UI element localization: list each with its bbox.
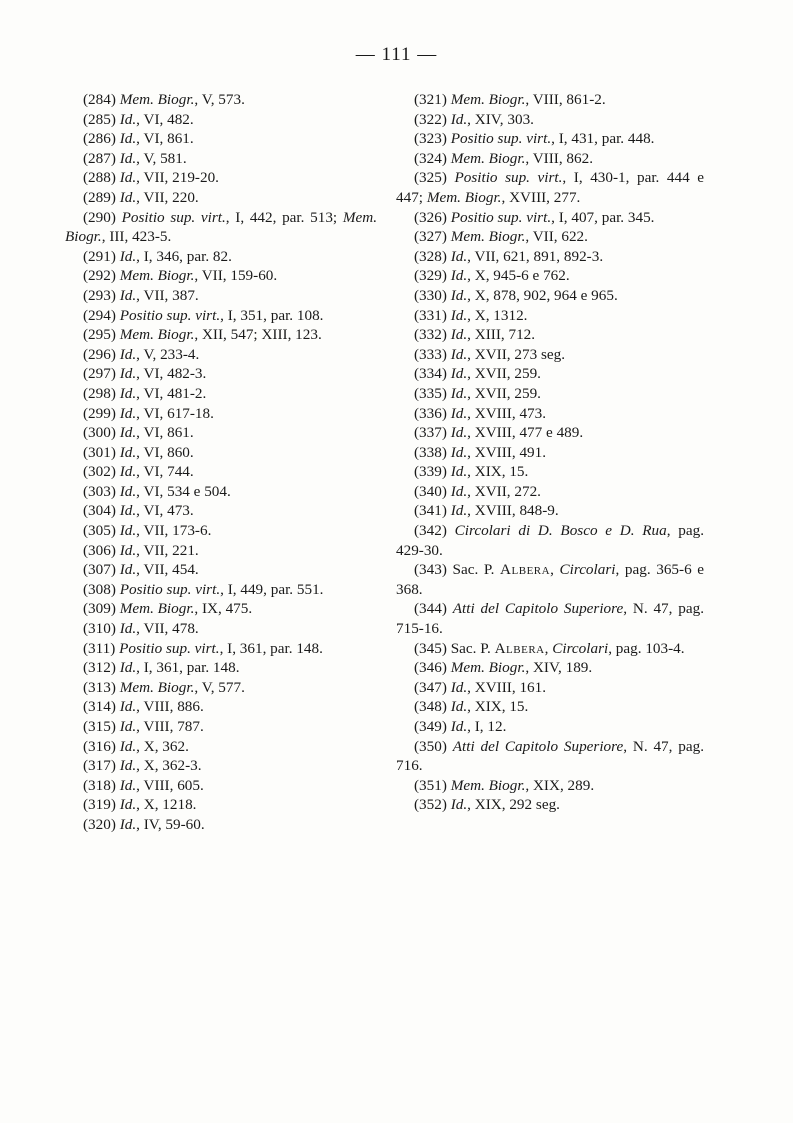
footnote-number: (296) [83,345,116,363]
footnote-number: (304) [83,502,116,520]
footnote-reference: , XVIII, 277. [501,188,581,206]
footnote [65,266,377,286]
footnote-author: Albera [500,561,551,579]
footnote [65,521,377,541]
footnote-source-title: Mem. Biogr. [119,600,195,618]
footnote-reference: Sac. P. [452,561,501,579]
footnote [65,462,377,482]
footnote-source-title: Id. [119,365,137,383]
footnote-number: (351) [414,776,447,794]
footnote-reference: , VI, 481-2. [136,384,207,402]
footnote-reference: , XIX, 15. [467,698,529,716]
footnote [65,619,377,639]
footnote-source-title: Mem. Biogr. [119,678,195,696]
footnote-reference: , I, 431, par. 448. [551,130,655,148]
footnote-source-title: Id. [119,737,137,755]
footnote [396,599,704,638]
footnote-reference: , [550,561,560,579]
footnote [65,286,377,306]
footnote-number: (301) [83,443,116,461]
footnote-reference: , V, 581. [136,149,187,167]
footnote-reference: Sac. P. [450,639,495,657]
footnote [65,482,377,502]
footnote-number: (294) [83,306,116,324]
footnote [396,697,704,717]
footnote-number: (290) [83,208,116,226]
footnote-number: (310) [83,620,116,638]
footnote-number: (332) [414,326,447,344]
footnote-number: (342) [414,522,447,540]
footnote-number: (321) [414,91,447,108]
footnote-number: (327) [414,228,447,246]
footnote-source-title: Id. [450,247,468,265]
footnote-reference: , XIX, 15. [467,463,529,481]
footnote-reference: , pag. 103-4. [608,639,685,657]
footnote-reference: , XIX, 292 seg. [467,796,560,814]
footnote-source-title: Positio sup. virt. [450,208,552,226]
footnote-source-title: Id. [119,502,137,520]
footnote-reference: , XVIII, 161. [467,678,547,696]
footnote [396,306,704,326]
footnote-source-title: Id. [119,384,137,402]
footnote [65,423,377,443]
footnote-source-title: Mem. Biogr. [119,267,195,285]
footnote-number: (303) [83,482,116,500]
footnote-number: (295) [83,326,116,344]
footnote [396,423,704,443]
footnote-source-title: Id. [450,482,468,500]
footnote-reference: , I, 430-1, par. 444 e 447; [396,169,704,206]
footnote-reference: , XIX, 289. [525,776,595,794]
footnote-source-title: Id. [119,286,137,304]
footnote [396,560,704,599]
footnote-source-title: Positio sup. virt. [121,208,226,226]
footnote-source-title: Id. [119,757,137,775]
footnote-reference: , VII, 220. [136,188,199,206]
footnote-reference: , I, 361, par. 148. [219,639,323,657]
footnote-reference: , XVIII, 848-9. [467,502,559,520]
footnote-reference: , VII, 621, 891, 892-3. [467,247,604,265]
footnote-number: (320) [83,815,116,833]
footnote [396,110,704,130]
footnote-number: (329) [414,267,447,285]
footnote-author: Albera [494,639,545,657]
footnote-number: (308) [83,580,116,598]
footnote-number: (314) [83,698,116,716]
footnote [396,266,704,286]
footnote [396,482,704,502]
footnote [396,149,704,169]
footnote-number: (317) [83,757,116,775]
footnote-number: (299) [83,404,116,422]
footnote-number: (323) [414,130,447,148]
footnote-reference: , V, 233-4. [136,345,200,363]
footnote-source-title: Id. [450,678,468,696]
footnote-source-title: Id. [119,561,137,579]
footnote-source-title: Id. [450,110,468,128]
footnote-reference: , VII, 221. [136,541,199,559]
footnote-reference: , VII, 387. [136,286,199,304]
footnote-number: (341) [414,502,447,520]
footnote-source-title: Mem. Biogr. [119,91,195,108]
footnote [396,168,704,207]
footnote-number: (336) [414,404,447,422]
footnotes-left-column [65,90,377,835]
footnote [65,737,377,757]
footnote-reference: , V, 573. [194,91,245,108]
footnote [396,639,704,659]
footnote-number: (334) [414,365,447,383]
footnote-source-title: Id. [119,522,137,540]
footnote-reference: , X, 362. [136,737,189,755]
footnote-source-title: Id. [450,286,468,304]
footnote-number: (348) [414,698,447,716]
footnote [396,404,704,424]
footnote-number: (300) [83,424,116,442]
footnote-reference: , VIII, 787. [136,718,204,735]
footnote-source-title: Positio sup. virt. [119,639,220,657]
footnote-source-title: Id. [450,345,468,363]
footnote-source-title: Id. [119,815,137,833]
footnote-reference: , VIII, 862. [525,149,594,167]
footnote [396,501,704,521]
footnote-reference: , VI, 860. [136,443,194,461]
footnote [396,462,704,482]
footnote-source-title: Id. [450,463,468,481]
footnote-number: (350) [414,737,447,755]
footnote-reference: , XVIII, 473. [467,404,547,422]
footnote-number: (291) [83,247,116,265]
footnote-number: (338) [414,443,447,461]
footnote [65,364,377,384]
footnote-number: (343) [414,561,447,579]
footnote-reference: , VI, 482. [136,110,194,128]
footnote-number: (297) [83,365,116,383]
footnote-source-title: Id. [450,718,468,735]
footnote [396,795,704,815]
footnote-reference: , VI, 534 e 504. [136,482,231,500]
footnote-number: (328) [414,247,447,265]
footnote-number: (313) [83,678,116,696]
footnote-reference: , VII, 622. [525,228,588,246]
footnote [65,247,377,267]
footnote [65,404,377,424]
footnote [396,678,704,698]
footnote-number: (309) [83,600,116,618]
footnote-number: (339) [414,463,447,481]
footnote [396,658,704,678]
footnote-number: (337) [414,424,447,442]
footnote-reference: , VI, 482-3. [136,365,207,383]
footnote-source-title: Id. [119,149,137,167]
footnote-number: (344) [414,600,447,618]
footnote [396,717,704,737]
footnote-reference: , X, 1218. [136,796,197,814]
footnote [65,306,377,326]
footnote-number: (331) [414,306,447,324]
footnote-number: (311) [83,639,116,657]
footnote-source-title: Id. [119,345,137,363]
footnote-reference: , X, 945-6 e 762. [467,267,570,285]
footnote-number: (312) [83,659,116,677]
footnote-number: (318) [83,776,116,794]
footnote [65,678,377,698]
footnote-source-title: Id. [119,463,137,481]
footnote-reference: , III, 423-5. [101,228,172,246]
footnote-reference: , I, 361, par. 148. [136,659,240,677]
footnote-reference: , X, 362-3. [136,757,202,775]
footnote-reference: , I, 351, par. 108. [220,306,324,324]
footnote-source-title: Atti del Capitolo Superiore [452,600,624,618]
footnote [65,443,377,463]
footnote-source-title: Id. [119,110,137,128]
footnote-number: (326) [414,208,447,226]
footnote-number: (349) [414,718,447,735]
footnote-source-title: Mem. Biogr. [65,208,377,246]
footnote [396,286,704,306]
footnote [65,639,377,659]
footnote-source-title: Mem. Biogr. [450,149,526,167]
footnote-number: (330) [414,286,447,304]
footnote-source-title: Positio sup. virt. [119,306,221,324]
footnote-reference: , VI, 744. [136,463,194,481]
footnote-source-title: Id. [450,698,468,716]
footnote-number: (305) [83,522,116,540]
footnote-number: (315) [83,718,116,735]
footnote-number: (288) [83,169,116,187]
footnote-source-title: Id. [450,306,468,324]
footnote-reference: , VI, 861. [136,424,194,442]
footnote [396,227,704,247]
footnote-number: (346) [414,659,447,677]
footnote [65,717,377,737]
footnote [396,129,704,149]
footnote-number: (292) [83,267,116,285]
footnote-source-title: Atti del Capitolo Superiore [452,737,624,755]
footnote [65,501,377,521]
footnote-number: (352) [414,796,447,814]
footnote-source-title: Id. [119,404,137,422]
footnote-source-title: Id. [450,384,468,402]
footnote-reference: , VIII, 886. [136,698,204,716]
footnote [65,658,377,678]
footnote-reference: , X, 878, 902, 964 e 965. [467,286,618,304]
footnote-reference: , N. 47, pag. 715-16. [396,600,704,638]
footnote [65,345,377,365]
footnote-source-title: Id. [450,267,468,285]
footnote [65,384,377,404]
footnote [65,756,377,776]
footnote-reference: , VII, 159-60. [194,267,278,285]
footnote-source-title: Positio sup. virt. [454,169,563,187]
footnote-reference: , VIII, 861-2. [525,91,606,108]
footnote [65,149,377,169]
footnote-source-title: Id. [119,541,137,559]
footnote-source-title: Id. [119,247,137,265]
footnote [65,129,377,149]
footnote-source-title: Id. [119,482,137,500]
footnote [65,325,377,345]
footnote-source-title: Id. [450,443,468,461]
footnote-source-title: Id. [119,130,137,148]
footnote-reference: , VI, 861. [136,130,194,148]
footnote-source-title: Mem. Biogr. [450,228,526,246]
footnote [65,541,377,561]
footnote-source-title: Id. [119,718,137,735]
footnote-source-title: Id. [450,502,468,520]
footnote [396,345,704,365]
footnote-source-title: Circolari [552,639,609,657]
footnote-reference: , VII, 478. [136,620,199,638]
footnote-source-title: Id. [119,169,137,187]
footnote-source-title: Positio sup. virt. [119,580,221,598]
footnote [396,325,704,345]
footnote-reference: , V, 577. [194,678,245,696]
footnote-reference: , VII, 219-20. [136,169,219,187]
footnote-source-title: Mem. Biogr. [450,91,526,108]
footnote-reference: , VI, 617-18. [136,404,214,422]
footnote-source-title: Id. [450,326,468,344]
footnote-source-title: Id. [450,404,468,422]
footnote-reference: , XVIII, 477 e 489. [467,424,584,442]
footnote-number: (319) [83,796,116,814]
footnote-number: (298) [83,384,116,402]
footnote [396,737,704,776]
footnote-reference: , I, 449, par. 551. [220,580,324,598]
footnote-number: (325) [414,169,447,187]
footnote-number: (287) [83,149,116,167]
footnote-number: (335) [414,384,447,402]
footnote [65,776,377,796]
page-number: — 111 — [355,44,438,65]
footnote-reference: , pag. 429-30. [396,522,705,559]
footnote-source-title: Id. [119,188,137,206]
footnotes-right-column [396,90,704,815]
footnote [396,521,704,560]
footnote-source-title: Id. [450,796,468,814]
footnote [65,560,377,580]
footnote-number: (333) [414,345,447,363]
footnote [396,776,704,796]
footnote-reference: , XVIII, 491. [467,443,547,461]
footnote-source-title: Mem. Biogr. [450,776,526,794]
footnote-source-title: Id. [119,620,137,638]
footnote-number: (306) [83,541,116,559]
footnote-number: (284) [83,91,116,108]
footnote [65,110,377,130]
footnote-reference: , I, 407, par. 345. [551,208,655,226]
footnote-source-title: Circolari di D. Bosco e D. Rua [454,522,667,540]
footnote-source-title: Id. [119,776,137,794]
footnote [65,580,377,600]
footnote [65,815,377,835]
footnote-reference: , XIII, 712. [467,326,536,344]
footnote-source-title: Mem. Biogr. [450,659,526,677]
footnote-reference: , N. 47, pag. 716. [396,737,704,775]
footnote-source-title: Mem. Biogr. [426,188,502,206]
footnote [396,90,704,110]
footnote [396,443,704,463]
footnote-reference: , XIV, 189. [525,659,593,677]
footnote-reference: , VI, 473. [136,502,194,520]
footnote-number: (347) [414,678,447,696]
footnote-number: (302) [83,463,116,481]
footnote-reference: , VII, 173-6. [136,522,212,540]
footnote [65,599,377,619]
footnote-number: (307) [83,561,116,579]
footnote-source-title: Id. [119,659,137,677]
footnote-reference: , XII, 547; XIII, 123. [194,326,322,344]
footnote-reference: , [544,639,553,657]
footnote-number: (285) [83,110,116,128]
footnote-source-title: Positio sup. virt. [450,130,552,148]
footnote-source-title: Mem. Biogr. [119,326,195,344]
footnote-reference: , I, 346, par. 82. [136,247,232,265]
footnote-source-title: Id. [450,424,468,442]
footnote-number: (293) [83,286,116,304]
footnote [65,188,377,208]
footnote-reference: , VII, 454. [136,561,199,579]
footnote-number: (324) [414,149,447,167]
footnote [65,697,377,717]
footnote [396,364,704,384]
footnote-number: (322) [414,110,447,128]
footnote [65,208,377,247]
footnote-reference: , XVII, 259. [467,384,541,402]
footnote-reference: , XIV, 303. [467,110,534,128]
footnote [65,90,377,110]
footnote-source-title: Circolari [559,561,616,579]
footnote [65,168,377,188]
footnote-source-title: Id. [119,424,137,442]
footnote [65,795,377,815]
footnote [396,208,704,228]
footnote-source-title: Id. [119,443,137,461]
footnote-reference: , IX, 475. [194,600,253,618]
footnote-number: (289) [83,188,116,206]
footnote-reference: , XVII, 259. [467,365,541,383]
footnote-reference: , X, 1312. [467,306,528,324]
footnote-reference: , I, 442, par. 513; [225,208,343,226]
footnote-source-title: Id. [119,698,137,716]
footnote-source-title: Id. [119,796,137,814]
footnote [396,247,704,267]
footnote-reference: , I, 12. [467,718,507,735]
footnote-number: (286) [83,130,116,148]
footnote-reference: , pag. 365-6 e 368. [396,561,705,598]
footnote [396,384,704,404]
footnote-number: (316) [83,737,116,755]
footnote-number: (345) [414,639,447,657]
footnote-reference: , VIII, 605. [136,776,204,794]
footnote-reference: , XVII, 273 seg. [467,345,566,363]
footnote-reference: , XVII, 272. [467,482,541,500]
footnote-source-title: Id. [450,365,468,383]
footnote-number: (340) [414,482,447,500]
footnote-reference: , IV, 59-60. [136,815,205,833]
